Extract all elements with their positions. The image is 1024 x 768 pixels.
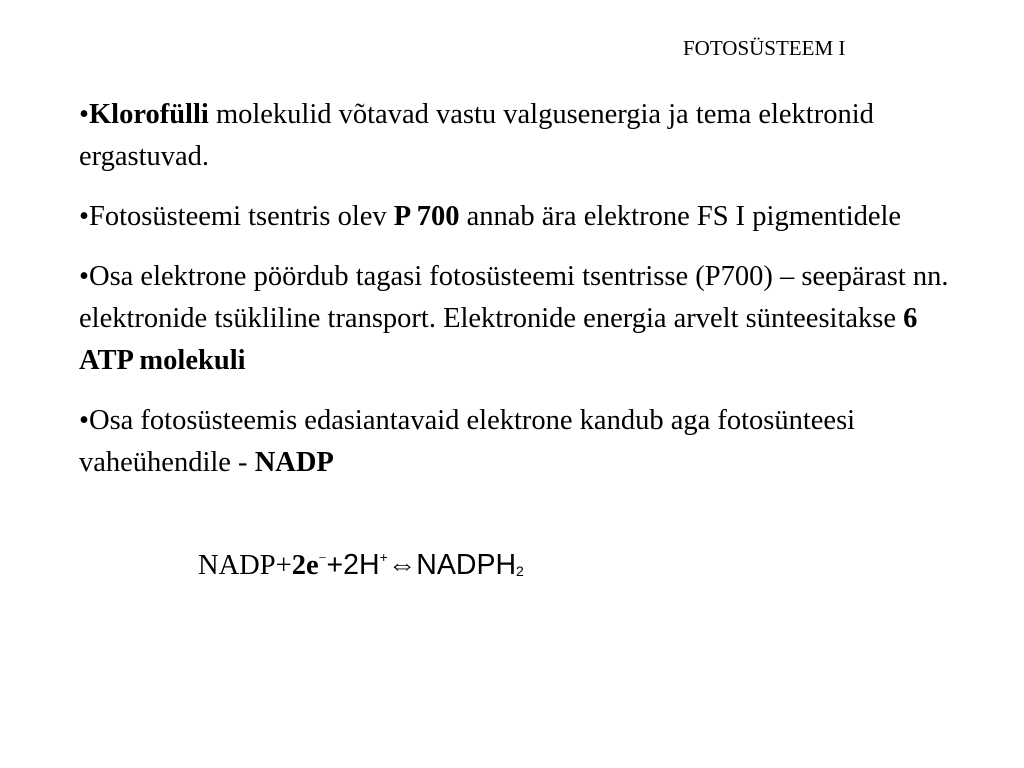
- bullet-text-before: Fotosüsteemi tsentris olev: [88, 201, 394, 232]
- slide-title: FOTOSÜSTEEM I: [683, 36, 846, 60]
- bullet-bold: 6 ATP molekuli: [79, 303, 918, 376]
- equation-product: NADPH: [416, 549, 517, 581]
- equation-product-subscript: 2: [516, 563, 524, 579]
- bullet-bold: NADP: [254, 447, 334, 478]
- bullet-marker: •: [79, 99, 89, 130]
- bullet-marker: •: [79, 261, 89, 292]
- nadp-reduction-equation: [198, 536, 524, 592]
- equation-equilibrium-arrow: ⇔: [387, 549, 417, 581]
- bullet-text-after: annab ära elektrone FS I pigmentidele: [459, 201, 902, 232]
- bullet-bold: P 700: [393, 201, 460, 232]
- equation-proton-charge: +: [379, 549, 388, 565]
- bullet-text-before: Osa elektrone pöördub tagasi fotosüsteemi tsentrisse (P700) – seepärast nn. elektronide tsükliline transport. Elektronide energia arvelt sünteesitakse: [79, 261, 949, 334]
- bullet-marker: •: [79, 201, 89, 232]
- equation-electron-charge: −: [318, 551, 327, 566]
- bullet-list: [79, 94, 959, 502]
- equation-protons: 2H: [343, 549, 380, 581]
- bullet-cyclic-transport: [79, 256, 959, 382]
- equation-plus: +: [326, 549, 344, 581]
- bullet-bold-lead: Klorofülli: [88, 99, 209, 130]
- bullet-text-before: Osa fotosüsteemis edasiantavaid elektrone kandub aga fotosünteesi vaheühendile -: [79, 405, 856, 478]
- bullet-marker: •: [79, 405, 89, 436]
- bullet-text: molekulid võtavad vastu valgusenergia ja tema elektronid ergastuvad.: [79, 99, 874, 172]
- bullet-p700: [79, 196, 959, 238]
- bullet-chlorophyll: [79, 94, 959, 178]
- equation-plus: +: [275, 550, 292, 581]
- equation-electrons: 2e: [291, 550, 319, 581]
- equation-nadp: NADP: [198, 550, 276, 581]
- bullet-nadp: [79, 400, 959, 484]
